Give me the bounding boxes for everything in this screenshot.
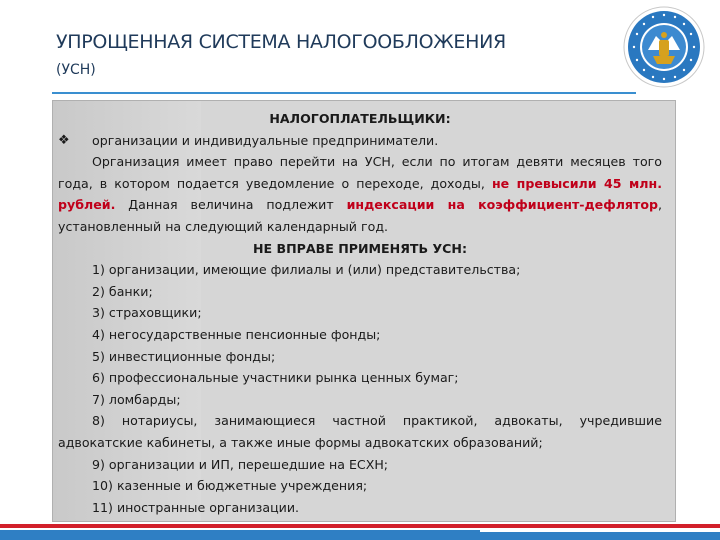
restriction-item: 8) нотариусы, занимающиеся частной практикой, адвокаты, учредившие адвокатские кабинеты, а также иные формы адвокатских образований; bbox=[58, 413, 662, 450]
deflator-highlight: индексации на коэффициент-дефлятор bbox=[346, 197, 658, 213]
diamond-bullet-icon: ❖ bbox=[58, 132, 70, 148]
restrictions-heading: НЕ ВПРАВЕ ПРИМЕНЯТЬ УСН: bbox=[252, 240, 467, 256]
content-body bbox=[58, 108, 662, 518]
eligibility-paragraph bbox=[58, 151, 662, 237]
footer-bar bbox=[0, 524, 720, 540]
taxpayers-line bbox=[58, 130, 662, 152]
income-limit-highlight: не превысили 45 млн. рублей. bbox=[58, 175, 662, 213]
page-title: УПРОЩЕННАЯ СИСТЕМА НАЛОГООБЛОЖЕНИЯ bbox=[56, 31, 506, 53]
restriction-item: 5) инвестиционные фонды; bbox=[92, 348, 276, 364]
restriction-item: 3) страховщики; bbox=[92, 305, 202, 321]
restriction-item: 11) иностранные организации. bbox=[92, 499, 300, 515]
taxpayers-text: организации и индивидуальные предприниматели. bbox=[92, 132, 439, 148]
para-part-1: Организация имеет право перейти на УСН, если по итогам девяти месяцев того года, в котором подается уведомление о переходе, доходы, bbox=[58, 154, 662, 191]
taxpayers-heading: НАЛОГОПЛАТЕЛЬЩИКИ: bbox=[269, 111, 451, 126]
restriction-item: 9) организации и ИП, перешедшие на ЕСХН; bbox=[92, 456, 389, 472]
restriction-item: 2) банки; bbox=[92, 283, 153, 299]
restriction-item: 10) казенные и бюджетные учреждения; bbox=[92, 478, 368, 494]
restriction-item: 4) негосударственные пенсионные фонды; bbox=[92, 326, 381, 342]
page-subtitle: (УСН) bbox=[56, 62, 96, 78]
restriction-item: 7) ломбарды; bbox=[92, 391, 181, 407]
para-part-2: Данная величина подлежит bbox=[115, 197, 347, 213]
restriction-item: 6) профессиональные участники рынка ценных бумаг; bbox=[92, 370, 459, 386]
para-part-3: , установленный на следующий календарный год. bbox=[58, 197, 663, 234]
restriction-item: 1) организации, имеющие филиалы и (или) представительства; bbox=[92, 262, 521, 278]
title-divider bbox=[52, 92, 636, 94]
footer-white-gap bbox=[480, 528, 720, 532]
fns-emblem-icon bbox=[623, 6, 705, 88]
